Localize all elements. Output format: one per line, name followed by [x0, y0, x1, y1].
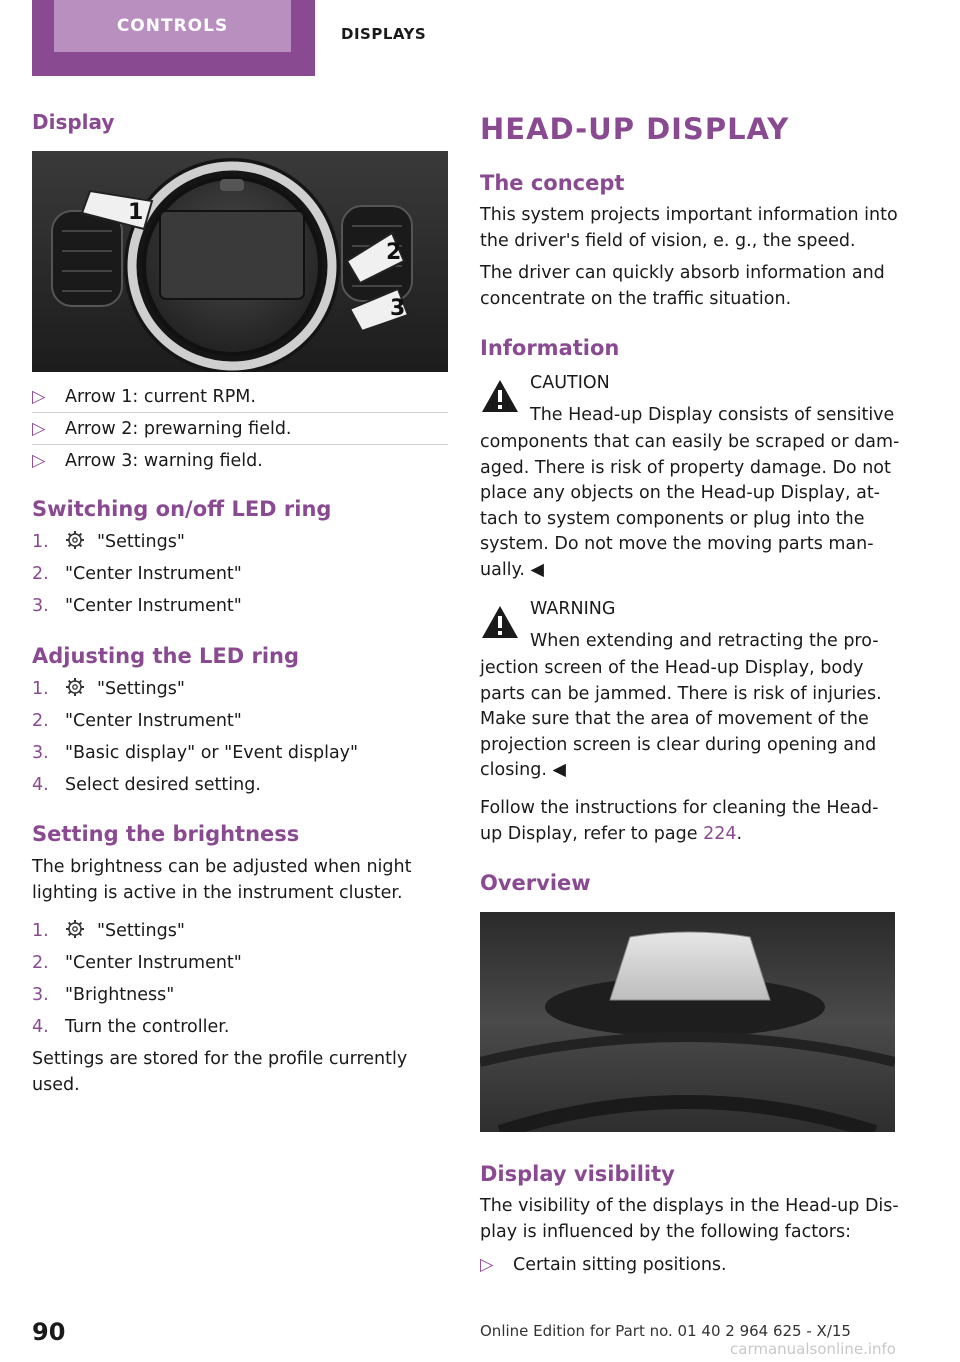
led-onoff-heading: Switching on/off LED ring	[32, 497, 332, 521]
triangle-bullet-icon: ▷	[32, 419, 46, 439]
concept-p2: The driver can quickly absorb information and concentrate on the traffic situation.	[480, 263, 885, 309]
triangle-bullet-icon: ▷	[480, 1255, 494, 1275]
visibility-intro: The visibility of the displays in the Head-up Dis-play is influenced by the following factors:	[480, 1196, 899, 1242]
callout-3: 3	[390, 296, 406, 321]
warning-first-line: When extending and retracting the pro-	[530, 631, 879, 651]
visibility-heading: Display visibility	[480, 1162, 675, 1186]
page-link[interactable]: 224	[703, 823, 737, 844]
triangle-bullet-icon: ▷	[32, 387, 46, 407]
triangle-bullet-icon: ▷	[32, 451, 46, 471]
warning-triangle-icon	[480, 604, 520, 640]
tab-controls[interactable]: CONTROLS	[54, 0, 291, 52]
divider	[32, 444, 448, 445]
watermark: carmanualsonline.info	[730, 1340, 896, 1358]
led-adjust-heading: Adjusting the LED ring	[32, 644, 300, 668]
caution-label: CAUTION	[530, 373, 610, 393]
gear-icon	[65, 919, 85, 939]
hud-image	[480, 912, 895, 1132]
tab-displays[interactable]: DISPLAYS	[341, 25, 427, 43]
concept-p1: This system projects important information into the driver's field of vision, e. g., the speed.	[480, 205, 898, 251]
brightness-heading: Setting the brightness	[32, 822, 300, 846]
display-heading: Display	[32, 110, 115, 134]
end-mark-icon: ◀	[530, 559, 545, 580]
gear-icon	[65, 677, 85, 697]
warning-body: jection screen of the Head-up Display, body parts can be jammed. There is risk of injuries. Make sure that the area of movement of the projection screen is clear during opening and closing. ◀	[480, 658, 882, 780]
information-heading: Information	[480, 336, 620, 360]
hud-photo	[480, 912, 895, 1132]
callout-2: 2	[386, 240, 402, 265]
divider	[32, 412, 448, 413]
led-ring-image	[32, 151, 448, 372]
page-number: 90	[32, 1318, 66, 1346]
end-mark-icon: ◀	[552, 760, 566, 780]
hud-heading: HEAD-UP DISPLAY	[480, 112, 790, 146]
overview-heading: Overview	[480, 871, 591, 895]
caution-first-line: The Head-up Display consists of sensitive	[530, 405, 895, 425]
warning-label: WARNING	[530, 599, 616, 619]
brightness-outro: Settings are stored for the profile currently used.	[32, 1049, 408, 1095]
brightness-intro: The brightness can be adjusted when night lighting is active in the instrument cluster.	[32, 857, 412, 903]
display-photo	[32, 151, 448, 372]
caution-triangle-icon	[480, 378, 520, 414]
callout-1: 1	[128, 200, 144, 225]
caution-body: components that can easily be scraped or dam-aged. There is risk of property damage. Do not place any objects on the Head-up Display, at-tach to system components or plug into the system. Do not move the moving parts man-ually. ◀	[480, 432, 900, 580]
gear-icon	[65, 530, 85, 550]
follow-paragraph: Follow the instructions for cleaning the Head-up Display, refer to page 224.	[480, 798, 879, 844]
edition-footer: Online Edition for Part no. 01 40 2 964 625 - X/15	[480, 1322, 851, 1340]
concept-heading: The concept	[480, 171, 625, 195]
